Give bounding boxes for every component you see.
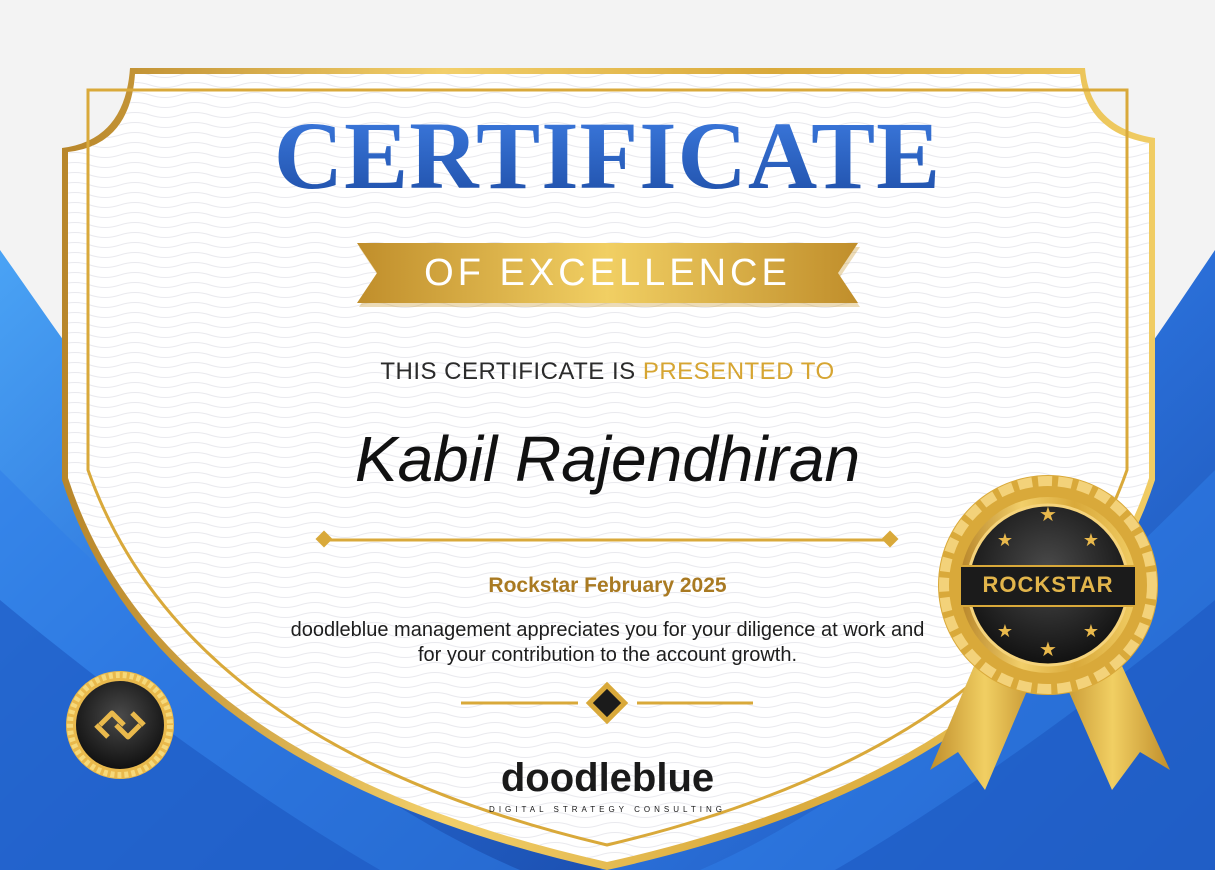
presented-to-line	[0, 358, 1215, 386]
certificate-title: CERTIFICATE	[0, 108, 1215, 204]
svg-text:★: ★	[1082, 530, 1100, 550]
brand-tagline: DIGITAL STRATEGY CONSULTING	[489, 805, 726, 814]
brand-logo: doodleblue	[500, 756, 715, 800]
svg-text:★: ★	[1039, 504, 1057, 526]
appreciation-message: doodleblue management appreciates you for your diligence at work and for your contribution to the account growth.	[290, 619, 925, 666]
recipient-name: Kabil Rajendhiran	[354, 423, 861, 495]
award-line: Rockstar February 2025	[488, 574, 727, 597]
svg-text:★: ★	[1082, 621, 1100, 641]
presented-highlight: PRESENTED TO	[642, 358, 835, 385]
presented-prefix: THIS CERTIFICATE IS	[380, 358, 636, 385]
svg-text:★: ★	[1039, 639, 1057, 661]
certificate-subtitle: OF EXCELLENCE	[424, 252, 791, 294]
svg-text:★: ★	[996, 621, 1014, 641]
svg-text:★: ★	[996, 530, 1014, 550]
rockstar-badge-label: ROCKSTAR	[982, 572, 1114, 597]
